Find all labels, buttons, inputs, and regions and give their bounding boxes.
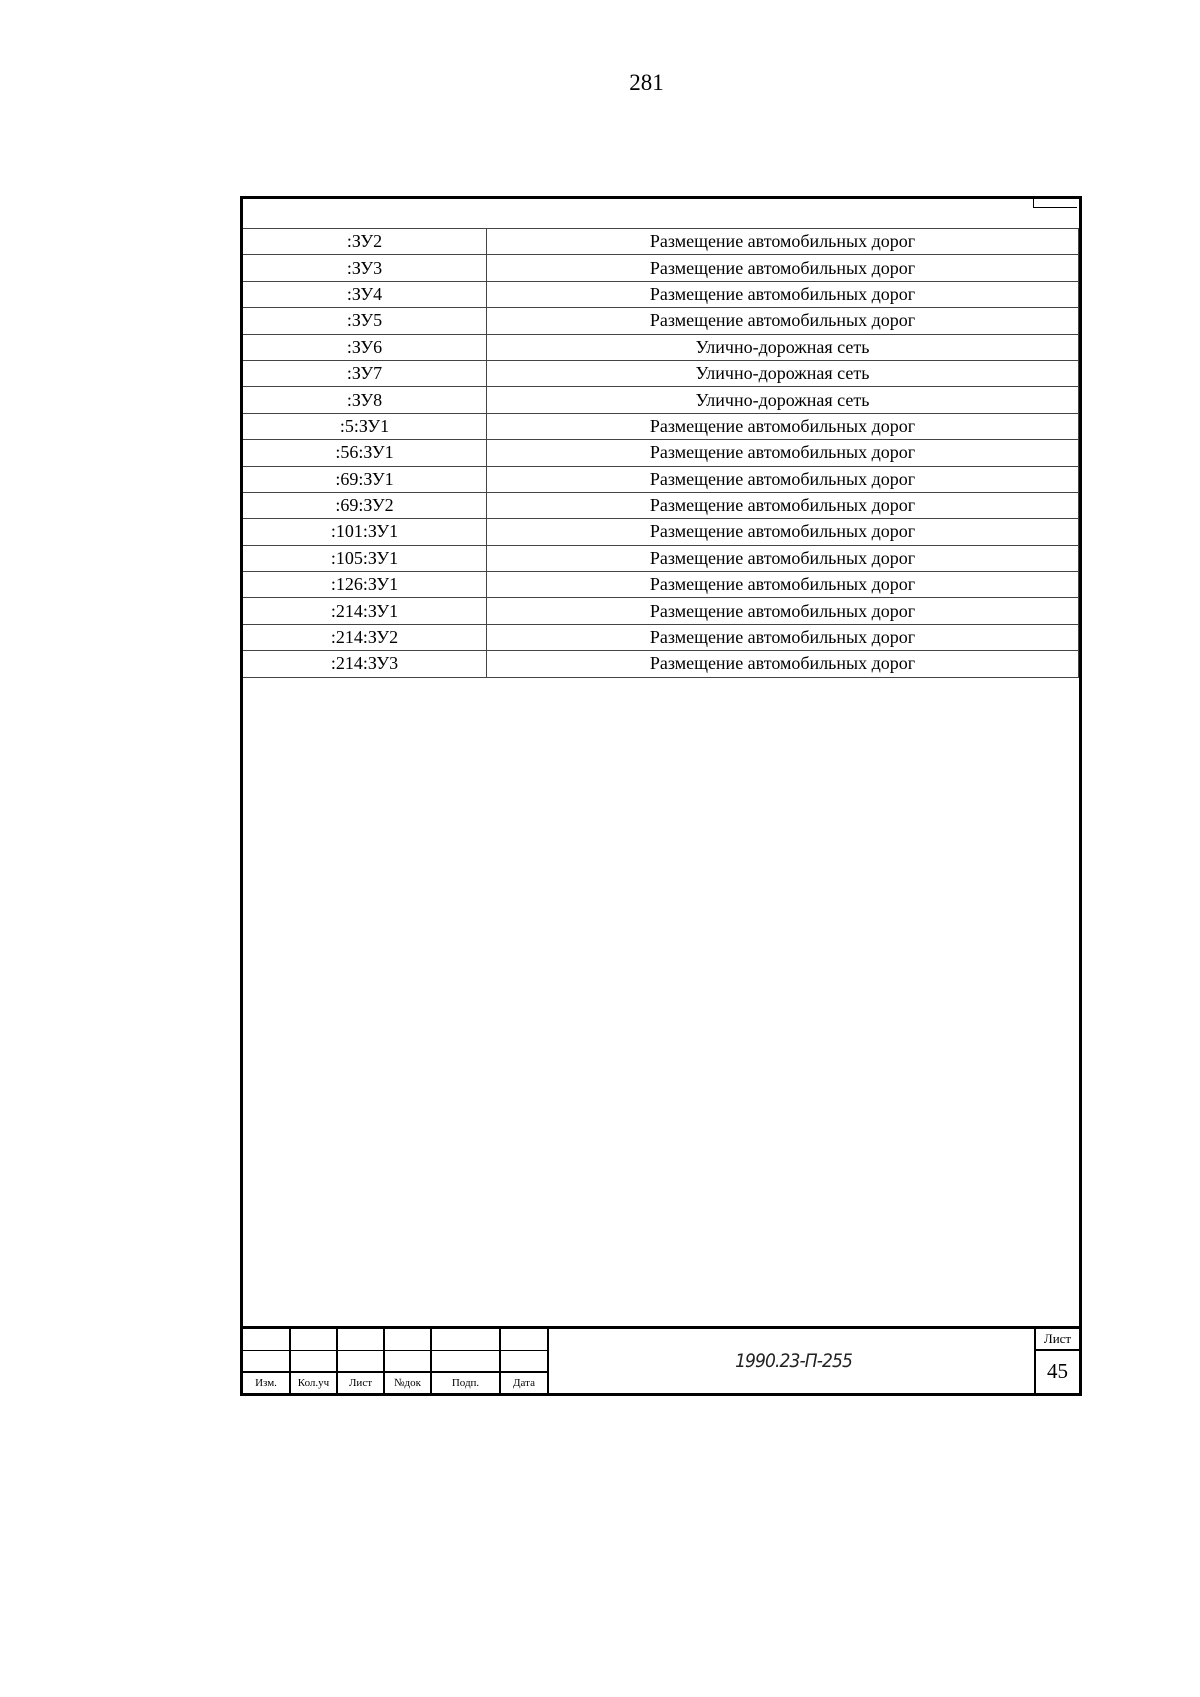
sheet-label: Лист [1036, 1329, 1079, 1351]
table-row [243, 229, 1079, 255]
label-list: Лист [337, 1372, 384, 1393]
plot-code-cell: :ЗУ5 [243, 308, 487, 334]
revision-cell [431, 1329, 500, 1350]
label-izm: Изм. [243, 1372, 290, 1393]
table-row [243, 624, 1079, 650]
table-row [243, 492, 1079, 518]
plot-code-cell: :69:ЗУ2 [243, 492, 487, 518]
label-data: Дата [500, 1372, 548, 1393]
revision-cell [337, 1329, 384, 1350]
permitted-use-cell: Размещение автомобильных дорог [487, 651, 1079, 677]
table-row [243, 413, 1079, 439]
plot-code-cell: :5:ЗУ1 [243, 413, 487, 439]
permitted-use-cell: Размещение автомобильных дорог [487, 229, 1079, 255]
revision-cell [431, 1350, 500, 1371]
revision-cell [500, 1350, 548, 1371]
permitted-use-cell: Размещение автомобильных дорог [487, 255, 1079, 281]
plot-code-cell: :56:ЗУ1 [243, 440, 487, 466]
plot-code-cell: :ЗУ2 [243, 229, 487, 255]
plot-code-cell: :214:ЗУ2 [243, 624, 487, 650]
revision-cell [290, 1350, 337, 1371]
table-row [243, 466, 1079, 492]
permitted-use-cell: Размещение автомобильных дорог [487, 624, 1079, 650]
plot-code-cell: :69:ЗУ1 [243, 466, 487, 492]
plot-code-cell: :105:ЗУ1 [243, 545, 487, 571]
revision-cell [384, 1350, 431, 1371]
revision-cell [500, 1329, 548, 1350]
revision-cell [384, 1329, 431, 1350]
plot-code-cell: :ЗУ4 [243, 281, 487, 307]
permitted-use-cell: Размещение автомобильных дорог [487, 519, 1079, 545]
table-row [243, 440, 1079, 466]
permitted-use-cell: Размещение автомобильных дорог [487, 466, 1079, 492]
permitted-use-cell: Улично-дорожная сеть [487, 387, 1079, 413]
revision-cell [243, 1329, 290, 1350]
table-row [243, 519, 1079, 545]
land-plot-table [243, 228, 1079, 678]
plot-code-cell: :101:ЗУ1 [243, 519, 487, 545]
revision-cell [337, 1350, 384, 1371]
label-n-dok: №док [384, 1372, 431, 1393]
plot-code-cell: :ЗУ3 [243, 255, 487, 281]
table-row [243, 545, 1079, 571]
permitted-use-cell: Размещение автомобильных дорог [487, 308, 1079, 334]
drawing-frame [240, 196, 1082, 1396]
plot-code-cell: :214:ЗУ3 [243, 651, 487, 677]
permitted-use-cell: Размещение автомобильных дорог [487, 545, 1079, 571]
title-block [243, 1326, 1079, 1393]
plot-code-cell: :ЗУ8 [243, 387, 487, 413]
sheet-box [1034, 1329, 1079, 1393]
table-row [243, 308, 1079, 334]
label-podp: Подп. [431, 1372, 500, 1393]
permitted-use-cell: Размещение автомобильных дорог [487, 572, 1079, 598]
sheet-number: 45 [1047, 1359, 1068, 1383]
document-code: 1990.23-П-255 [735, 1350, 852, 1372]
table-row [243, 651, 1079, 677]
permitted-use-cell: Размещение автомобильных дорог [487, 598, 1079, 624]
table-row [243, 387, 1079, 413]
table-row [243, 598, 1079, 624]
table-row [243, 360, 1079, 386]
plot-code-cell: :ЗУ7 [243, 360, 487, 386]
permitted-use-cell: Размещение автомобильных дорог [487, 440, 1079, 466]
permitted-use-cell: Улично-дорожная сеть [487, 334, 1079, 360]
frame-corner-tab [1033, 199, 1077, 208]
plot-code-cell: :ЗУ6 [243, 334, 487, 360]
plot-code-cell: :214:ЗУ1 [243, 598, 487, 624]
plot-code-cell: :126:ЗУ1 [243, 572, 487, 598]
page-number: 281 [629, 70, 664, 95]
table-row [243, 281, 1079, 307]
land-plot-table-body [243, 229, 1079, 678]
revision-grid [243, 1329, 549, 1393]
table-row [243, 572, 1079, 598]
table-row [243, 334, 1079, 360]
permitted-use-cell: Размещение автомобильных дорог [487, 492, 1079, 518]
revision-cell [290, 1329, 337, 1350]
permitted-use-cell: Размещение автомобильных дорог [487, 413, 1079, 439]
table-row [243, 255, 1079, 281]
revision-cell [243, 1350, 290, 1371]
label-kol-uch: Кол.уч [290, 1372, 337, 1393]
permitted-use-cell: Улично-дорожная сеть [487, 360, 1079, 386]
permitted-use-cell: Размещение автомобильных дорог [487, 281, 1079, 307]
